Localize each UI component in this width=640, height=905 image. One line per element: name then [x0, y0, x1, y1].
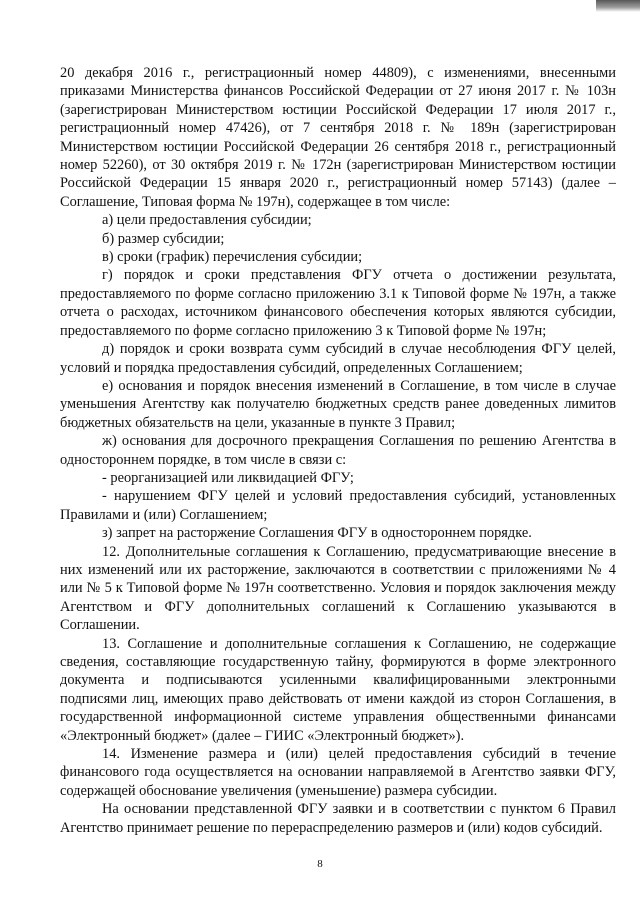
page-number: 8 [317, 858, 323, 870]
list-subitem-violation: - нарушением ФГУ целей и условий предоставления субсидий, установленных Правилами и (или) Соглашением; [60, 488, 616, 523]
scan-edge-mark [596, 0, 640, 12]
paragraph-14-continued: На основании представленной ФГУ заявки и в соответствии с пунктом 6 Правил Агентство принимает решение по перераспределению размеров и (или) кодов субсидий. [60, 801, 616, 836]
paragraph-12: 12. Дополнительные соглашения к Соглашению, предусматривающие внесение в них изменений или их расторжение, заключаются в соответствии с приложениями № 4 или № 5 к Типовой форме № 197н соответственно. Условия и порядок заключения между Агентством и ФГУ дополнительных соглашений к Соглашению указываются в Соглашении. [60, 543, 616, 634]
list-item-e: е) основания и порядок внесения изменений в Соглашение, в том числе в случае уменьшения Агентству как получателю бюджетных средств ранее доведенных лимитов бюджетных обязательств на цели, указанные в пункте 3 Правил; [60, 377, 616, 431]
list-subitem-reorganization: - реорганизацией или ликвидацией ФГУ; [102, 469, 354, 486]
list-item-a: а) цели предоставления субсидии; [102, 212, 312, 229]
list-item-zh: ж) основания для досрочного прекращения Соглашения по решению Агентства в одностороннем порядке, в том числе в связи с: [60, 433, 616, 468]
list-item-z: з) запрет на расторжение Соглашения ФГУ в одностороннем порядке. [102, 525, 532, 542]
paragraph-intro: 20 декабря 2016 г., регистрационный номер 44809), с изменениями, внесенными приказами Министерства финансов Российской Федерации от 27 июня 2017 г. № 103н (зарегистрирован Министерством юстиции Российской Федерации 17 июля 2017 г., регистрационный номер 47426), от 7 сентября 2018 г. № 189н (зарегистрирован Министерством юстиции Российской Федерации 26 сентября 2018 г., регистрационный номер 52260), от 30 октября 2019 г. № 172н (зарегистрирован Министерством юстиции Российской Федерации 15 января 2020 г., регистрационный номер 57143) (далее – Соглашение, Типовая форма № 197н), содержащее в том числе: [60, 65, 616, 210]
list-item-b: б) размер субсидии; [102, 230, 225, 247]
document-body [60, 64, 616, 837]
paragraph-13: 13. Соглашение и дополнительные соглашения к Соглашению, не содержащие сведения, составляющие государственную тайну, формируются в форме электронного документа и подписываются усиленными квалифицированными электронными подписями лиц, имеющих право действовать от имени каждой из сторон Соглашения, в государственной информационной системе управления общественными финансами «Электронный бюджет» (далее – ГИИС «Электронный бюджет»). [60, 635, 616, 744]
list-item-v: в) сроки (график) перечисления субсидии; [102, 249, 363, 266]
list-item-g: г) порядок и сроки представления ФГУ отчета о достижении результата, предоставляемого по форме согласно приложению 3.1 к Типовой форме № 197н, а также отчета о расходах, источником финансового обеспечения которых являются субсидии, предоставляемого по форме согласно приложению 3 к Типовой форме № 197н; [60, 267, 616, 339]
paragraph-14: 14. Изменение размера и (или) целей предоставления субсидий в течение финансового года осуществляется на основании направляемой в Агентство заявки ФГУ, содержащей обоснование увеличения (уменьшение) размера субсидии. [60, 746, 616, 799]
list-item-d: д) порядок и сроки возврата сумм субсидий в случае несоблюдения ФГУ целей, условий и порядка предоставления субсидий, определенных Соглашением; [60, 341, 616, 376]
